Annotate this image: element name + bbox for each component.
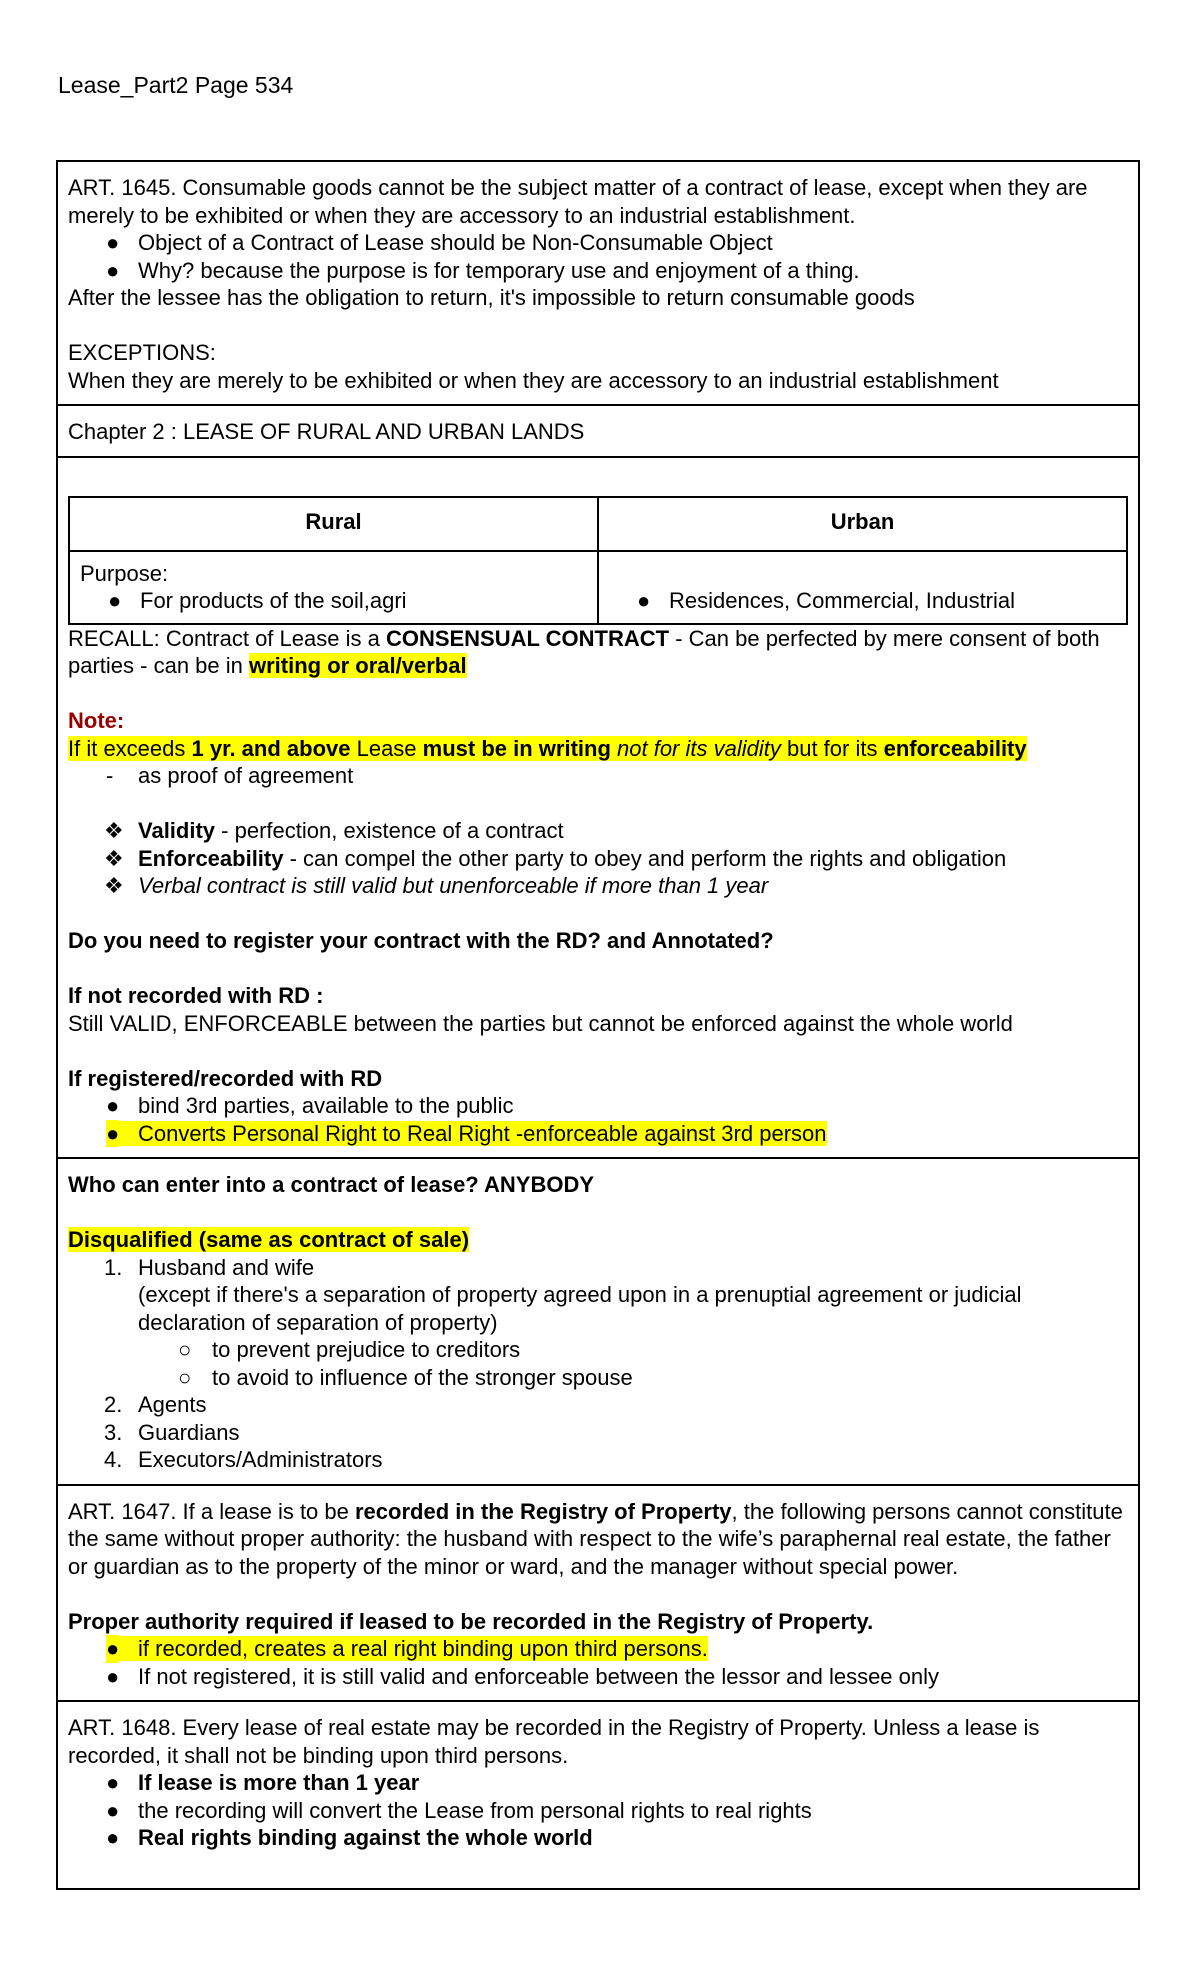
recall-text: RECALL: Contract of Lease is a CONSENSUAL CONTRACT - Can be perfected by mere consent of both parties - can be in writing or oral/verbal	[68, 625, 1100, 678]
notes-table	[56, 160, 1140, 1890]
list-item: 4. Executors/Administrators	[104, 1447, 383, 1472]
bullet-icon: ●	[637, 588, 651, 613]
list-item	[138, 1336, 1128, 1364]
list-item: 3. Guardians	[104, 1419, 240, 1445]
art-1648-bullets	[68, 1769, 1128, 1852]
diamond-icon: ❖	[104, 845, 124, 871]
list-item-text: Why? because the purpose is for temporary use and enjoyment of a thing.	[138, 257, 860, 283]
list-item-text: as proof of agreement	[138, 763, 354, 788]
circle-icon: ○	[178, 1337, 192, 1362]
list-item	[68, 1769, 1128, 1797]
art-1648-text: ART. 1648. Every lease of real estate may be recorded in the Registry of Property. Unless a lease is recorded, it shall not be binding upon third persons.	[68, 1715, 1040, 1768]
circle-icon: ○	[178, 1364, 192, 1390]
list-item	[68, 1663, 1128, 1691]
list-item	[68, 1797, 1128, 1825]
list-item-text: Object of a Contract of Lease should be Non-Consumable Object	[138, 230, 773, 255]
art-1647-text: ART. 1647. If a lease is to be recorded in the Registry of Property, the following persons cannot constitute the same without proper authority: the husband with respect to the wife’s paraphernal real estate, the father or guardian as to the property of the minor or ward, and the manager without special power.	[68, 1498, 1123, 1579]
page-header: Lease_Part2 Page 534	[58, 72, 294, 98]
art-1645-cell	[58, 162, 1138, 406]
proper-authority: Proper authority required if leased to be recorded in the Registry of Property.	[68, 1608, 874, 1634]
art-1645-bullets	[68, 229, 1128, 284]
bullet-icon: ●	[106, 1825, 120, 1850]
item1-note: (except if there's a separation of property agreed upon in a prenuptial agreement or judicial declaration of separation of property)	[138, 1282, 1022, 1335]
list-item-text: Agents	[138, 1392, 207, 1417]
bullet-icon: ●	[106, 1797, 120, 1823]
exceptions-label: EXCEPTIONS:	[68, 340, 216, 365]
rural-urban-table	[68, 496, 1128, 625]
register-question: Do you need to register your contract with the RD? and Annotated?	[68, 928, 774, 953]
not-recorded-text: Still VALID, ENFORCEABLE between the parties but cannot be enforced against the whole world	[68, 1010, 1013, 1036]
urban-cell	[598, 551, 1127, 624]
list-item-text: Guardians	[138, 1419, 240, 1445]
dash-icon: -	[106, 763, 114, 788]
bullet-icon: ●	[106, 1636, 120, 1661]
list-item: ❖ Validity - perfection, existence of a contract	[104, 818, 564, 843]
list-item	[138, 1364, 1128, 1392]
list-item-text: bind 3rd parties, available to the public	[138, 1093, 514, 1118]
list-item-text: to avoid to influence of the stronger spouse	[212, 1364, 633, 1390]
list-item-text: Husband and wife	[138, 1254, 315, 1280]
chapter-title: Chapter 2 : LEASE OF RURAL AND URBAN LANDS	[68, 419, 585, 444]
list-item: ❖ Verbal contract is still valid but unenforceable if more than 1 year	[104, 873, 769, 898]
recorded-bullets	[68, 1092, 1128, 1147]
disqualified-label: Disqualified (same as contract of sale)	[68, 1227, 470, 1252]
not-recorded-label: If not recorded with RD :	[68, 983, 324, 1008]
art-1648-cell	[58, 1702, 1138, 1888]
note-text: If it exceeds 1 yr. and above Lease must be in writing not for its validity but for its enforceability	[68, 735, 1027, 761]
list-item-text: to prevent prejudice to creditors	[212, 1337, 521, 1362]
urban-header: Urban	[598, 497, 1127, 551]
list-item	[68, 1120, 1128, 1148]
list-item	[68, 229, 1128, 257]
rural-cell	[69, 551, 598, 624]
bullet-icon: ●	[106, 257, 120, 283]
diamond-list	[68, 817, 1128, 900]
bullet-icon: ●	[106, 1663, 120, 1689]
bullet-icon: ●	[106, 1093, 120, 1118]
list-item: ❖ Enforceability - can compel the other party to obey and perform the rights and obligation	[104, 845, 1007, 871]
diamond-icon: ❖	[104, 873, 124, 898]
list-item-text: For products of the soil,agri	[140, 588, 407, 613]
art-1647-cell	[58, 1486, 1138, 1703]
list-item-text: Executors/Administrators	[138, 1447, 383, 1472]
purpose-label: Purpose:	[80, 560, 169, 586]
bullet-icon: ●	[106, 230, 120, 255]
bullet-icon: ●	[106, 1770, 120, 1795]
list-item	[68, 1824, 1128, 1852]
exceptions-text: When they are merely to be exhibited or when they are accessory to an industrial establishment	[68, 367, 999, 393]
note-label: Note:	[68, 708, 125, 733]
list-item-text: If not registered, it is still valid and enforceable between the lessor and lessee only	[138, 1663, 940, 1689]
list-item	[68, 1635, 1128, 1663]
bullet-icon: ●	[106, 1120, 120, 1146]
list-item-text: Residences, Commercial, Industrial	[669, 588, 1016, 613]
who-cell	[58, 1159, 1138, 1486]
list-item: 1. Husband and wife (except if there's a separation of property agreed upon in a prenuptial agreement or judicial declaration of separation of property) ○ to prevent prejudice to creditors ○ to avoid to influence of the stronger spouse	[68, 1254, 1128, 1392]
list-item	[68, 762, 1128, 790]
list-item-text: Real rights binding against the whole world	[138, 1825, 593, 1850]
disqualified-list	[68, 1254, 1128, 1474]
list-item	[80, 587, 587, 615]
list-item-text: the recording will convert the Lease from personal rights to real rights	[138, 1797, 812, 1823]
list-item: 2. Agents	[104, 1392, 207, 1417]
diamond-icon: ❖	[104, 818, 124, 843]
rural-urban-cell	[58, 458, 1138, 1160]
art-1645-after: After the lessee has the obligation to return, it's impossible to return consumable goods	[68, 285, 915, 310]
list-item	[68, 1092, 1128, 1120]
list-item	[609, 587, 1116, 615]
who-question: Who can enter into a contract of lease? ANYBODY	[68, 1172, 595, 1197]
list-item-text: If lease is more than 1 year	[138, 1770, 420, 1795]
rural-header: Rural	[69, 497, 598, 551]
art-1645-text: ART. 1645. Consumable goods cannot be the subject matter of a contract of lease, except when they are merely to be exhibited or when they are accessory to an industrial establishment.	[68, 175, 1088, 228]
recorded-label: If registered/recorded with RD	[68, 1065, 383, 1091]
bullet-icon: ●	[108, 588, 122, 613]
list-item	[68, 257, 1128, 285]
list-item-text: Converts Personal Right to Real Right -enforceable against 3rd person	[106, 1121, 827, 1146]
chapter-cell	[58, 406, 1138, 458]
art-1647-bullets	[68, 1635, 1128, 1690]
list-item-text: if recorded, creates a real right binding upon third persons.	[106, 1636, 708, 1661]
